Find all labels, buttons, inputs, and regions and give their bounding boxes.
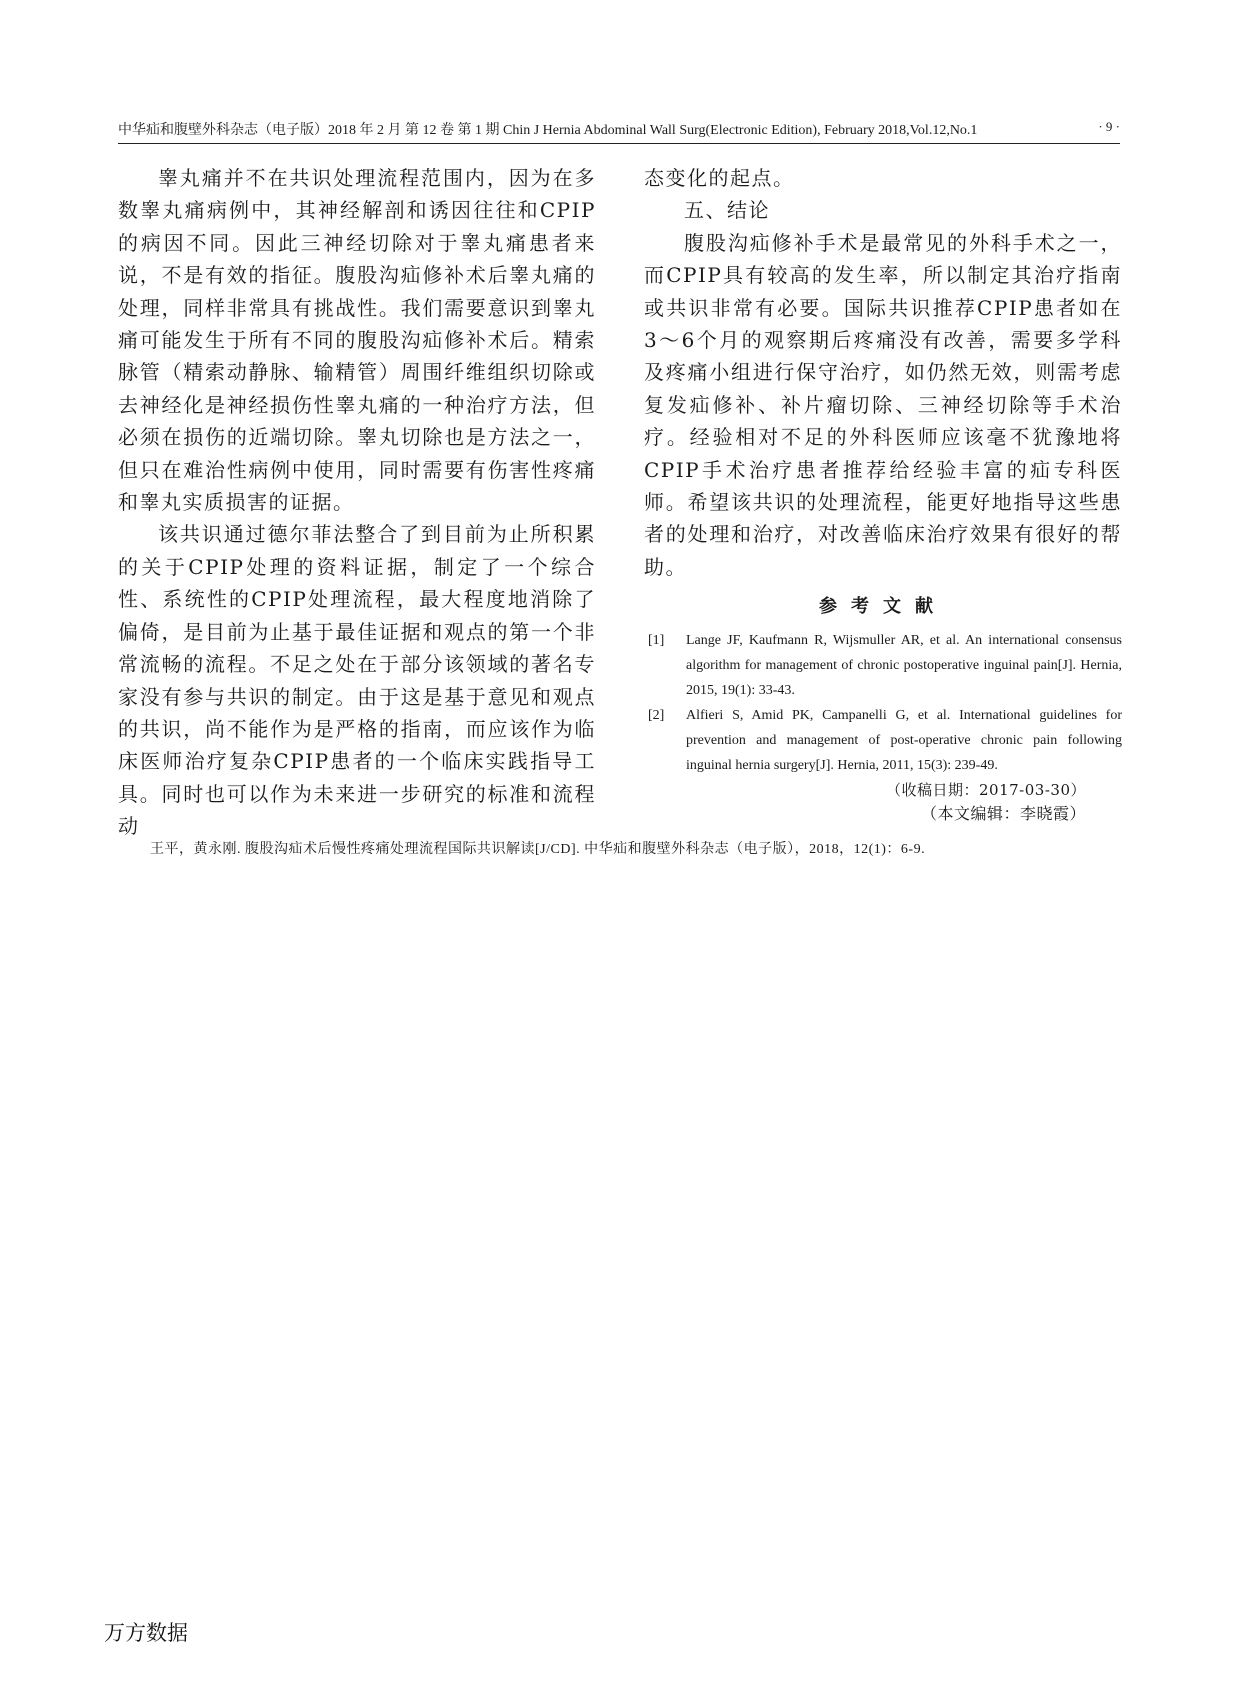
running-header [118, 117, 1120, 144]
section-title: 五、结论 [684, 198, 770, 223]
conclusion-paragraph: 腹股沟疝修补手术是最常见的外科手术之一，而CPIP具有较高的发生率，所以制定其治疗指南或共识非常有必要。国际共识推荐CPIP患者如在3～6个月的观察期后疼痛没有改善，需要多学科及疼痛小组进行保守治疗，如仍然无效，则需考虑复发疝修补、补片瘤切除、三神经切除等手术治疗。经验相对不足的外科医师应该毫不犹豫地将CPIP手术治疗患者推荐给经验丰富的疝专科医师。希望该共识的处理流程，能更好地指导这些患者的处理和治疗，对改善临床治疗效果有很好的帮助。 [644, 230, 1122, 579]
body-paragraph: 睾丸痛并不在共识处理流程范围内，因为在多数睾丸痛病例中，其神经解剖和诱因往往和CPIP的病因不同。因此三神经切除对于睾丸痛患者来说，不是有效的指征。腹股沟疝修补术后睾丸痛的处理，同样非常具有挑战性。我们需要意识到睾丸痛可能发生于所有不同的腹股沟疝修补术后。精索脉管（精索动静脉、输精管）周围纤维组织切除或去神经化是神经损伤性睾丸痛的一种治疗方法，但必须在损伤的近端切除。睾丸切除也是方法之一，但只在难治性病例中使用，同时需要有伤害性疼痛和睾丸实质损害的证据。 [118, 166, 596, 515]
reference-text: Alfieri S, Amid PK, Campanelli G, et al. International guidelines for prevention and management of post-operative chronic pain following inguinal hernia surgery[J]. Hernia, 2011, 15(3): 239-49. [686, 707, 1122, 773]
left-column [118, 162, 596, 843]
reference-number: [2] [648, 707, 665, 723]
body-paragraph: 该共识通过德尔菲法整合了到目前为止所积累的关于CPIP处理的资料证据，制定了一个综合性、系统性的CPIP处理流程，最大程度地消除了偏倚，是目前为止基于最佳证据和观点的第一个非常流畅的流程。不足之处在于部分该领域的著名专家没有参与共识的制定。由于这是基于意见和观点的共识，尚不能作为是严格的指南，而应该作为临床医师治疗复杂CPIP患者的一个临床实践指导工具。同时也可以作为未来进一步研究的标准和流程动 [118, 522, 596, 839]
reference-item [644, 703, 1122, 778]
citation-line: 王平，黄永刚. 腹股沟疝术后慢性疼痛处理流程国际共识解读[J/CD]. 中华疝和腹壁外科杂志（电子版），2018，12(1)：6-9. [150, 842, 926, 857]
received-date: （收稿日期：2017-03-30） [886, 780, 1086, 799]
watermark: 万方数据 [104, 1621, 188, 1645]
reference-number: [1] [648, 632, 665, 648]
references-title: 参考文献 [819, 596, 947, 618]
reference-text: Lange JF, Kaufmann R, Wijsmuller AR, et al. An international consensus algorithm for management of chronic postoperative inguinal pain[J]. Hernia, 2015, 19(1): 33-43. [686, 632, 1122, 698]
editor-note: （本文编辑：李晓霞） [920, 803, 1086, 823]
right-column [644, 162, 1122, 826]
page-number: · 9 · [1098, 119, 1120, 134]
reference-item [644, 628, 1122, 703]
journal-header: 中华疝和腹壁外科杂志（电子版）2018 年 2 月 第 12 卷 第 1 期 Chin J Hernia Abdominal Wall Surg(Electronic Edition), February 2018,Vol.12,No.1 [118, 123, 978, 138]
continued-paragraph: 态变化的起点。 [644, 166, 795, 190]
